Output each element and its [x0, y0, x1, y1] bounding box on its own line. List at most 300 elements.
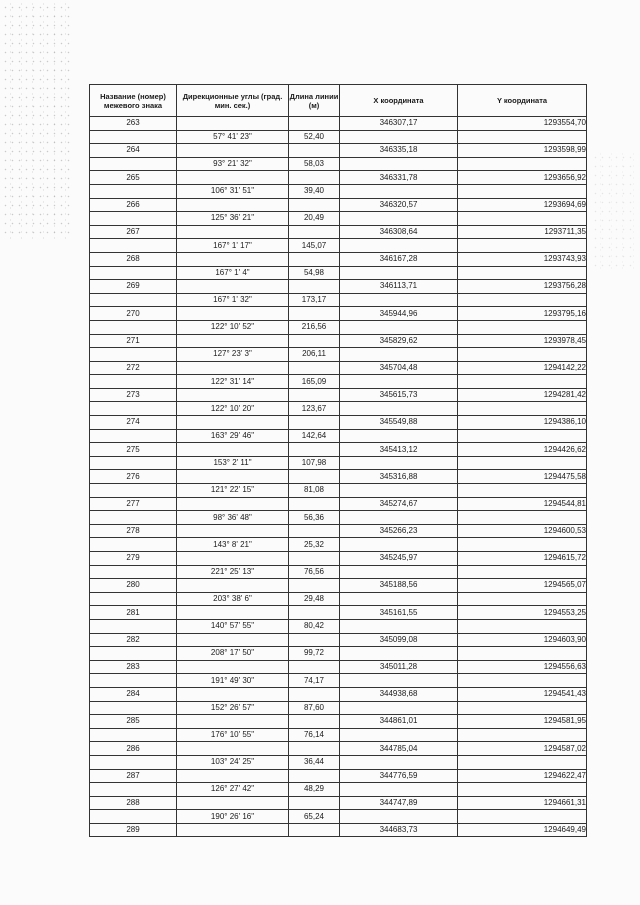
cell-y-coordinate: 1293554,70 [458, 117, 587, 131]
cell-direction-angle [177, 742, 289, 756]
table-row [90, 456, 587, 470]
cell-direction-angle: 98° 36' 48" [177, 511, 289, 525]
cell-direction-angle: 57° 41' 23" [177, 130, 289, 144]
cell-line-length: 76,14 [289, 728, 340, 742]
cell-line-length: 25,32 [289, 538, 340, 552]
cell-direction-angle: 122° 10' 52" [177, 320, 289, 334]
cell-direction-angle: 106° 31' 51" [177, 184, 289, 198]
cell-y-coordinate [458, 320, 587, 334]
cell-y-coordinate [458, 592, 587, 606]
cell-x-coordinate [340, 184, 458, 198]
cell-line-length: 48,29 [289, 783, 340, 797]
cell-x-coordinate: 346308,64 [340, 225, 458, 239]
cell-x-coordinate: 345829,62 [340, 334, 458, 348]
cell-x-coordinate [340, 320, 458, 334]
cell-line-length: 36,44 [289, 755, 340, 769]
cell-x-coordinate [340, 456, 458, 470]
cell-marker-name [90, 538, 177, 552]
cell-line-length: 81,08 [289, 484, 340, 498]
table-row [90, 307, 587, 321]
cell-marker-name: 284 [90, 687, 177, 701]
cell-line-length [289, 416, 340, 430]
cell-x-coordinate: 346331,78 [340, 171, 458, 185]
table-row [90, 402, 587, 416]
scan-noise [590, 150, 635, 270]
cell-x-coordinate [340, 728, 458, 742]
cell-x-coordinate [340, 810, 458, 824]
cell-marker-name [90, 212, 177, 226]
table-row [90, 796, 587, 810]
cell-line-length: 76,56 [289, 565, 340, 579]
cell-x-coordinate [340, 402, 458, 416]
cell-direction-angle [177, 334, 289, 348]
cell-line-length [289, 497, 340, 511]
cell-line-length: 52,40 [289, 130, 340, 144]
cell-direction-angle [177, 470, 289, 484]
table-row [90, 538, 587, 552]
cell-y-coordinate [458, 511, 587, 525]
cell-direction-angle: 176° 10' 55" [177, 728, 289, 742]
cell-y-coordinate [458, 810, 587, 824]
cell-line-length: 99,72 [289, 647, 340, 661]
cell-y-coordinate: 1294615,72 [458, 552, 587, 566]
cell-line-length: 123,67 [289, 402, 340, 416]
cell-direction-angle: 153° 2' 11" [177, 456, 289, 470]
cell-line-length [289, 117, 340, 131]
cell-marker-name: 283 [90, 660, 177, 674]
cell-y-coordinate: 1294556,63 [458, 660, 587, 674]
cell-line-length [289, 443, 340, 457]
cell-direction-angle [177, 579, 289, 593]
cell-direction-angle: 143° 8' 21" [177, 538, 289, 552]
cell-marker-name: 282 [90, 633, 177, 647]
cell-line-length: 20,49 [289, 212, 340, 226]
cell-direction-angle [177, 497, 289, 511]
cell-marker-name: 270 [90, 307, 177, 321]
header-x: X координата [340, 85, 458, 117]
cell-y-coordinate: 1294565,07 [458, 579, 587, 593]
cell-y-coordinate [458, 212, 587, 226]
cell-y-coordinate [458, 266, 587, 280]
cell-marker-name: 289 [90, 823, 177, 837]
cell-direction-angle [177, 280, 289, 294]
cell-marker-name [90, 484, 177, 498]
cell-line-length: 87,60 [289, 701, 340, 715]
table-row [90, 198, 587, 212]
cell-x-coordinate: 345099,08 [340, 633, 458, 647]
cell-line-length [289, 198, 340, 212]
cell-x-coordinate: 345245,97 [340, 552, 458, 566]
table-row [90, 660, 587, 674]
cell-marker-name [90, 402, 177, 416]
table-row [90, 184, 587, 198]
cell-direction-angle [177, 144, 289, 158]
table-row [90, 225, 587, 239]
cell-direction-angle [177, 443, 289, 457]
table-row [90, 755, 587, 769]
cell-line-length: 80,42 [289, 619, 340, 633]
cell-x-coordinate: 345188,56 [340, 579, 458, 593]
cell-x-coordinate [340, 619, 458, 633]
cell-marker-name [90, 293, 177, 307]
table-body [90, 117, 587, 837]
cell-y-coordinate [458, 402, 587, 416]
cell-y-coordinate [458, 674, 587, 688]
table-row [90, 334, 587, 348]
cell-direction-angle [177, 388, 289, 402]
cell-line-length [289, 144, 340, 158]
table-row [90, 579, 587, 593]
cell-direction-angle: 167° 1' 32" [177, 293, 289, 307]
cell-line-length: 58,03 [289, 157, 340, 171]
cell-line-length: 107,98 [289, 456, 340, 470]
table-row [90, 239, 587, 253]
cell-marker-name [90, 184, 177, 198]
cell-direction-angle [177, 198, 289, 212]
cell-x-coordinate [340, 348, 458, 362]
cell-direction-angle: 140° 57' 55" [177, 619, 289, 633]
cell-marker-name [90, 266, 177, 280]
cell-marker-name: 273 [90, 388, 177, 402]
cell-y-coordinate: 1294581,95 [458, 715, 587, 729]
cell-y-coordinate [458, 484, 587, 498]
cell-line-length [289, 334, 340, 348]
cell-direction-angle [177, 633, 289, 647]
table-row [90, 429, 587, 443]
cell-line-length: 65,24 [289, 810, 340, 824]
cell-x-coordinate [340, 239, 458, 253]
cell-direction-angle [177, 416, 289, 430]
table-row [90, 647, 587, 661]
cell-y-coordinate: 1294541,43 [458, 687, 587, 701]
table-row [90, 552, 587, 566]
cell-marker-name [90, 783, 177, 797]
cell-x-coordinate: 345161,55 [340, 606, 458, 620]
cell-line-length [289, 715, 340, 729]
table-row [90, 293, 587, 307]
cell-direction-angle [177, 171, 289, 185]
cell-line-length [289, 280, 340, 294]
cell-marker-name: 269 [90, 280, 177, 294]
table-row [90, 212, 587, 226]
table-row [90, 117, 587, 131]
cell-y-coordinate: 1293743,93 [458, 252, 587, 266]
cell-line-length [289, 796, 340, 810]
cell-marker-name: 265 [90, 171, 177, 185]
cell-direction-angle [177, 715, 289, 729]
cell-line-length [289, 388, 340, 402]
cell-line-length [289, 660, 340, 674]
cell-direction-angle [177, 823, 289, 837]
cell-x-coordinate [340, 783, 458, 797]
cell-x-coordinate [340, 755, 458, 769]
cell-x-coordinate: 344938,68 [340, 687, 458, 701]
cell-line-length [289, 225, 340, 239]
cell-direction-angle [177, 660, 289, 674]
cell-direction-angle: 163° 29' 46" [177, 429, 289, 443]
cell-direction-angle [177, 769, 289, 783]
cell-y-coordinate: 1293598,99 [458, 144, 587, 158]
cell-x-coordinate [340, 592, 458, 606]
cell-y-coordinate: 1293978,45 [458, 334, 587, 348]
cell-marker-name: 285 [90, 715, 177, 729]
table-row [90, 511, 587, 525]
cell-direction-angle: 208° 17' 50" [177, 647, 289, 661]
table-row [90, 687, 587, 701]
table-row [90, 484, 587, 498]
cell-direction-angle: 103° 24' 25" [177, 755, 289, 769]
table-row [90, 470, 587, 484]
boundary-coordinates-table [89, 84, 587, 837]
cell-direction-angle: 167° 1' 17" [177, 239, 289, 253]
cell-y-coordinate [458, 701, 587, 715]
table-row [90, 144, 587, 158]
cell-line-length [289, 823, 340, 837]
cell-line-length [289, 361, 340, 375]
cell-x-coordinate [340, 701, 458, 715]
cell-direction-angle: 191° 49' 30" [177, 674, 289, 688]
cell-y-coordinate: 1293795,16 [458, 307, 587, 321]
header-angle: Дирекционные углы (град. мин. сек.) [177, 85, 289, 117]
cell-line-length: 56,36 [289, 511, 340, 525]
cell-marker-name [90, 456, 177, 470]
cell-marker-name [90, 429, 177, 443]
cell-line-length [289, 252, 340, 266]
cell-line-length [289, 606, 340, 620]
cell-y-coordinate: 1293711,35 [458, 225, 587, 239]
cell-y-coordinate: 1294622,47 [458, 769, 587, 783]
cell-y-coordinate [458, 728, 587, 742]
cell-y-coordinate: 1294587,02 [458, 742, 587, 756]
cell-direction-angle: 152° 26' 57" [177, 701, 289, 715]
table-row [90, 810, 587, 824]
cell-direction-angle: 93° 21' 32" [177, 157, 289, 171]
cell-x-coordinate: 345704,48 [340, 361, 458, 375]
cell-marker-name [90, 375, 177, 389]
table-row [90, 783, 587, 797]
cell-direction-angle [177, 687, 289, 701]
cell-y-coordinate: 1294386,10 [458, 416, 587, 430]
cell-line-length [289, 524, 340, 538]
cell-y-coordinate [458, 130, 587, 144]
cell-x-coordinate [340, 565, 458, 579]
cell-y-coordinate [458, 293, 587, 307]
cell-line-length [289, 470, 340, 484]
cell-x-coordinate [340, 429, 458, 443]
table-row [90, 524, 587, 538]
table-row [90, 252, 587, 266]
cell-y-coordinate [458, 538, 587, 552]
cell-y-coordinate: 1293656,92 [458, 171, 587, 185]
cell-x-coordinate: 344683,73 [340, 823, 458, 837]
cell-y-coordinate [458, 375, 587, 389]
cell-direction-angle [177, 307, 289, 321]
cell-direction-angle [177, 361, 289, 375]
cell-y-coordinate: 1294426,62 [458, 443, 587, 457]
table-row [90, 742, 587, 756]
cell-x-coordinate [340, 266, 458, 280]
table-row [90, 619, 587, 633]
table-row [90, 715, 587, 729]
cell-y-coordinate [458, 619, 587, 633]
cell-x-coordinate [340, 157, 458, 171]
scan-noise [0, 0, 70, 240]
cell-x-coordinate [340, 511, 458, 525]
cell-line-length: 206,11 [289, 348, 340, 362]
cell-marker-name [90, 728, 177, 742]
cell-x-coordinate: 344776,59 [340, 769, 458, 783]
cell-direction-angle: 190° 26' 16" [177, 810, 289, 824]
cell-y-coordinate [458, 157, 587, 171]
cell-marker-name: 264 [90, 144, 177, 158]
cell-direction-angle [177, 252, 289, 266]
cell-x-coordinate: 346113,71 [340, 280, 458, 294]
cell-y-coordinate: 1293694,69 [458, 198, 587, 212]
cell-y-coordinate [458, 184, 587, 198]
cell-line-length [289, 307, 340, 321]
cell-x-coordinate: 345413,12 [340, 443, 458, 457]
cell-line-length [289, 552, 340, 566]
cell-marker-name [90, 674, 177, 688]
cell-y-coordinate [458, 456, 587, 470]
table-row [90, 728, 587, 742]
cell-direction-angle [177, 117, 289, 131]
cell-y-coordinate [458, 565, 587, 579]
table-row [90, 266, 587, 280]
table-row [90, 320, 587, 334]
table-row [90, 769, 587, 783]
cell-y-coordinate: 1294544,81 [458, 497, 587, 511]
cell-marker-name: 266 [90, 198, 177, 212]
cell-line-length [289, 687, 340, 701]
cell-marker-name [90, 647, 177, 661]
table-row [90, 606, 587, 620]
cell-direction-angle: 125° 36' 21" [177, 212, 289, 226]
cell-line-length: 29,48 [289, 592, 340, 606]
cell-marker-name: 272 [90, 361, 177, 375]
header-length: Длина линии (м) [289, 85, 340, 117]
table-row [90, 348, 587, 362]
cell-marker-name: 268 [90, 252, 177, 266]
cell-x-coordinate [340, 647, 458, 661]
cell-y-coordinate: 1294661,31 [458, 796, 587, 810]
cell-marker-name: 274 [90, 416, 177, 430]
cell-marker-name: 267 [90, 225, 177, 239]
cell-marker-name [90, 511, 177, 525]
cell-x-coordinate [340, 484, 458, 498]
cell-marker-name: 280 [90, 579, 177, 593]
cell-marker-name [90, 810, 177, 824]
cell-marker-name: 288 [90, 796, 177, 810]
cell-x-coordinate: 345615,73 [340, 388, 458, 402]
cell-direction-angle [177, 225, 289, 239]
cell-direction-angle: 221° 25' 13" [177, 565, 289, 579]
cell-marker-name: 281 [90, 606, 177, 620]
cell-marker-name: 271 [90, 334, 177, 348]
cell-y-coordinate [458, 239, 587, 253]
cell-y-coordinate [458, 783, 587, 797]
table-row [90, 674, 587, 688]
cell-y-coordinate: 1293756,28 [458, 280, 587, 294]
cell-marker-name [90, 130, 177, 144]
cell-direction-angle [177, 796, 289, 810]
cell-y-coordinate [458, 429, 587, 443]
cell-line-length: 74,17 [289, 674, 340, 688]
cell-x-coordinate: 344785,04 [340, 742, 458, 756]
cell-marker-name [90, 348, 177, 362]
table-row [90, 157, 587, 171]
table-row [90, 633, 587, 647]
cell-direction-angle: 121° 22' 15" [177, 484, 289, 498]
cell-direction-angle [177, 606, 289, 620]
cell-x-coordinate: 344747,89 [340, 796, 458, 810]
cell-marker-name: 279 [90, 552, 177, 566]
cell-x-coordinate: 344861,01 [340, 715, 458, 729]
cell-marker-name [90, 565, 177, 579]
cell-marker-name [90, 320, 177, 334]
table-header-row [90, 85, 587, 117]
cell-line-length [289, 742, 340, 756]
header-name: Название (номер) межевого знака [90, 85, 177, 117]
cell-direction-angle: 122° 31' 14" [177, 375, 289, 389]
table-row [90, 823, 587, 837]
cell-direction-angle [177, 552, 289, 566]
cell-x-coordinate: 345011,28 [340, 660, 458, 674]
table-row [90, 497, 587, 511]
cell-marker-name: 286 [90, 742, 177, 756]
cell-marker-name: 275 [90, 443, 177, 457]
cell-direction-angle: 127° 23' 3" [177, 348, 289, 362]
cell-y-coordinate: 1294603,90 [458, 633, 587, 647]
table-row [90, 130, 587, 144]
cell-x-coordinate [340, 538, 458, 552]
table-row [90, 171, 587, 185]
cell-y-coordinate [458, 755, 587, 769]
cell-marker-name [90, 592, 177, 606]
cell-marker-name: 277 [90, 497, 177, 511]
cell-x-coordinate: 346320,57 [340, 198, 458, 212]
cell-direction-angle: 203° 38' 6" [177, 592, 289, 606]
table-row [90, 443, 587, 457]
cell-line-length: 39,40 [289, 184, 340, 198]
table-row [90, 280, 587, 294]
cell-y-coordinate: 1294142,22 [458, 361, 587, 375]
cell-y-coordinate: 1294600,53 [458, 524, 587, 538]
cell-y-coordinate [458, 647, 587, 661]
cell-x-coordinate: 346167,28 [340, 252, 458, 266]
cell-marker-name: 276 [90, 470, 177, 484]
cell-x-coordinate: 346307,17 [340, 117, 458, 131]
cell-marker-name [90, 701, 177, 715]
cell-marker-name [90, 619, 177, 633]
cell-line-length [289, 769, 340, 783]
header-y: Y координата [458, 85, 587, 117]
cell-y-coordinate [458, 348, 587, 362]
cell-marker-name [90, 755, 177, 769]
cell-marker-name: 287 [90, 769, 177, 783]
cell-y-coordinate: 1294281,42 [458, 388, 587, 402]
cell-x-coordinate [340, 130, 458, 144]
cell-marker-name: 278 [90, 524, 177, 538]
cell-line-length: 216,56 [289, 320, 340, 334]
cell-y-coordinate: 1294649,49 [458, 823, 587, 837]
cell-x-coordinate: 345274,67 [340, 497, 458, 511]
cell-direction-angle [177, 524, 289, 538]
cell-line-length: 142,64 [289, 429, 340, 443]
cell-line-length: 173,17 [289, 293, 340, 307]
cell-direction-angle: 122° 10' 20" [177, 402, 289, 416]
cell-marker-name: 263 [90, 117, 177, 131]
